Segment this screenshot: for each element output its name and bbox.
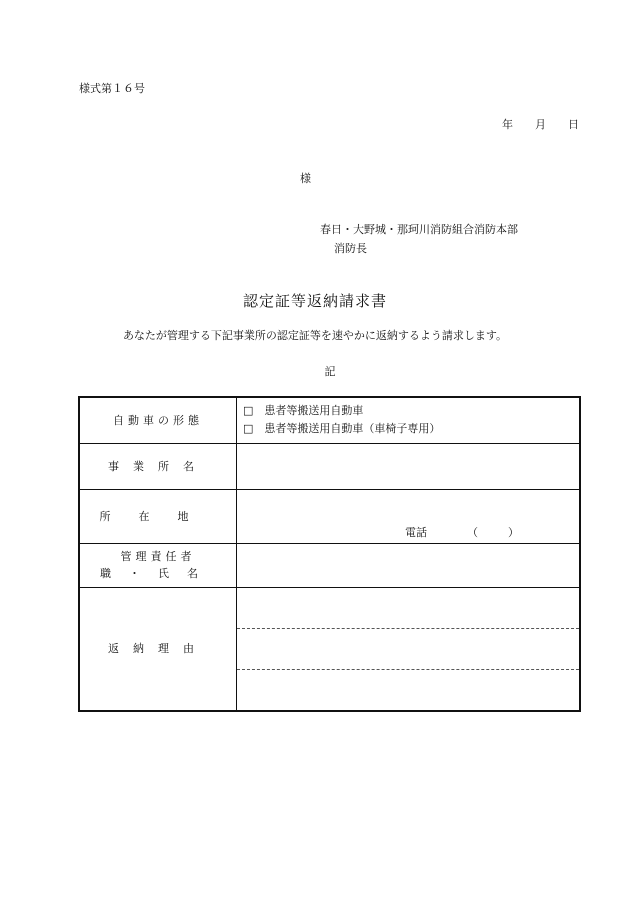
reason-line-1[interactable] [237, 588, 579, 629]
office-name-field[interactable] [237, 443, 581, 489]
sender-title: 消防長 [334, 242, 367, 255]
manager-label [79, 543, 237, 587]
form-number: 様式第１６号 [79, 82, 145, 95]
phone-line [405, 524, 519, 540]
manager-field[interactable] [237, 543, 581, 587]
vehicle-option-standard[interactable]: □ 患者等搬送用自動車 [243, 404, 364, 418]
reason-label: 返納理由 [79, 587, 237, 711]
manager-label-line1: 管理責任者 [120, 550, 196, 563]
request-form-table [78, 396, 581, 712]
reason-line-3[interactable] [237, 670, 579, 710]
manager-label-line2: 職・氏名 [100, 567, 216, 580]
date-day: 日 [568, 118, 579, 131]
row-manager [79, 543, 580, 587]
ki-heading: 記 [324, 365, 336, 378]
phone-label: 電話 [405, 525, 427, 539]
reason-field[interactable] [237, 587, 581, 711]
phone-paren-open: （ [467, 525, 478, 539]
row-vehicle-type [79, 397, 580, 443]
sender-organization: 春日・大野城・那珂川消防組合消防本部 [320, 223, 518, 236]
intro-text: あなたが管理する下記事業所の認定証等を速やかに返納するよう請求します。 [122, 329, 508, 342]
location-field[interactable] [237, 489, 581, 543]
vehicle-type-label: 自動車の形態 [79, 397, 237, 443]
row-reason [79, 587, 580, 711]
row-office-name [79, 443, 580, 489]
vehicle-type-options [237, 397, 581, 443]
vehicle-option-wheelchair[interactable]: □ 患者等搬送用自動車（車椅子専用） [243, 422, 441, 436]
location-label: 所在地 [79, 489, 237, 543]
date-month: 月 [535, 118, 546, 131]
date-line [502, 116, 579, 132]
addressee-suffix: 様 [300, 172, 311, 185]
document-title: 認定証等返納請求書 [242, 292, 387, 310]
phone-paren-close: ） [508, 525, 519, 539]
date-year: 年 [502, 118, 513, 131]
reason-line-2[interactable] [237, 629, 579, 670]
office-name-label: 事業所名 [79, 443, 237, 489]
row-location [79, 489, 580, 543]
